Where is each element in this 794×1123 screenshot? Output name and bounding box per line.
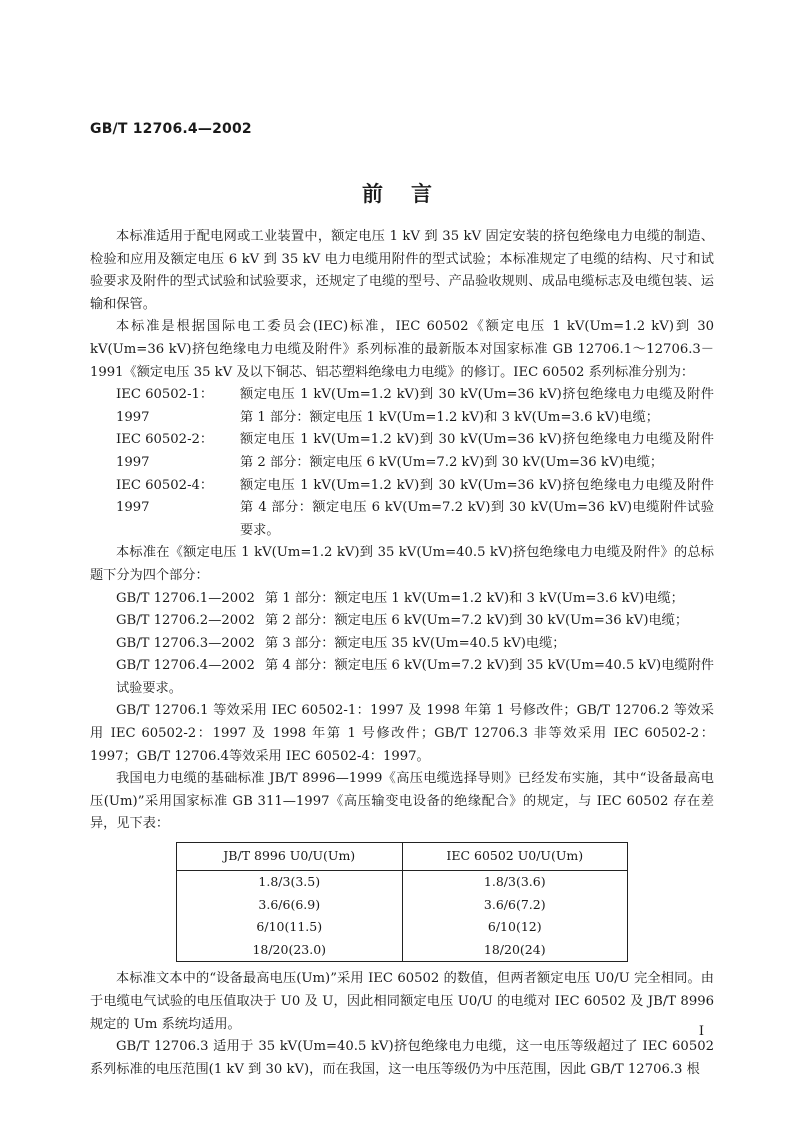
paragraph-scope: 本标准适用于配电网或工业装置中，额定电压 1 kV 到 35 kV 固定安装的挤包绝缘电力电缆的制造、检验和应用及额定电压 6 kV 到 35 kV 电力电缆用附件的型式试验；本标准规定了电缆的结构、尺寸和试验要求及附件的型式试验和试验要求，还规定了电缆的型号、产品验收规则、成品电缆标志及电缆包装、运输和保管。 [90,229,714,312]
gb-desc: 第 1 部分：额定电压 1 kV(Um=1.2 kV)和 3 kV(Um=3.6 kV)电缆； [264,590,684,606]
table-row [177,894,628,917]
document-body [90,226,728,1081]
gb-code: GB/T 12706.3—2002 [116,635,255,651]
iec-code: IEC 60502-2：1997 [116,432,214,470]
table-header-jbt: JB/T 8996 U0/U(Um) [177,843,403,871]
iec-list-item [90,384,728,429]
gb-part-line [90,610,714,633]
gb-code: GB/T 12706.1—2002 [116,590,255,606]
table-cell: 3.6/6(6.9) [177,894,403,917]
table-cell: 1.8/3(3.5) [177,871,403,894]
gb-code: GB/T 12706.2—2002 [116,613,255,629]
gb-desc: 第 2 部分：额定电压 6 kV(Um=7.2 kV)到 30 kV(Um=36 kV)电缆； [264,613,689,629]
paragraph-voltage-difference: 我国电力电缆的基础标准 JB/T 8996—1999《高压电缆选择导则》已经发布实施，其中“设备最高电压(Um)”采用国家标准 GB 311—1997《高压输变电设备的绝缘配合》的规定，与 IEC 60502 存在差异，见下表： [90,771,714,832]
table-header-row [177,843,628,871]
iec-desc: 额定电压 1 kV(Um=1.2 kV)到 30 kV(Um=36 kV)挤包绝缘电力电缆及附件 第 4 部分：额定电压 6 kV(Um=7.2 kV)到 30 kV(Um=36 kV)电缆附件试验要求。 [240,477,728,538]
gb-code: GB/T 12706.4—2002 [116,658,255,674]
paragraph-um-values: 本标准文本中的“设备最高电压(Um)”采用 IEC 60502 的数值，但两者额定电压 U0/U 完全相同。由于电缆电气试验的电压值取决于 U0 及 U，因此相同额定电压 U0/U 的电缆对 IEC 60502 及 JB/T 8996 规定的 Um 系统均适用。 [90,971,714,1032]
iec-code: IEC 60502-4：1997 [116,477,214,516]
gb-part-line [90,633,714,656]
paragraph-parts-intro: 本标准在《额定电压 1 kV(Um=1.2 kV)到 35 kV(Um=40.5 kV)挤包绝缘电力电缆及附件》的总标题下分为四个部分： [90,545,714,583]
page-title: 前言 [362,181,460,206]
gb-desc: 第 3 部分：额定电压 35 kV(Um=40.5 kV)电缆； [264,635,566,651]
voltage-comparison-table [176,842,628,962]
standard-code: GB/T 12706.4—2002 [90,121,252,137]
iec-code: IEC 60502-1：1997 [116,387,214,425]
iec-list-item [90,429,728,474]
table-cell: 3.6/6(7.2) [402,894,628,917]
paragraph-35kv-scope: GB/T 12706.3 适用于 35 kV(Um=40.5 kV)挤包绝缘电力电缆，这一电压等级超过了 IEC 60502 系列标准的电压范围(1 kV 到 30 kV)，而在我国，这一电压等级仍为中压范围，因此 GB/T 12706.3 根 [90,1039,714,1077]
iec-list-item [90,475,728,543]
iec-desc: 额定电压 1 kV(Um=1.2 kV)到 30 kV(Um=36 kV)挤包绝缘电力电缆及附件 第 2 部分：额定电压 6 kV(Um=7.2 kV)到 30 kV(Um=36 kV)电缆； [240,432,728,470]
table-row [177,939,628,962]
gb-desc: 第 4 部分：额定电压 6 kV(Um=7.2 kV)到 35 kV(Um=40.5 kV)电缆附件试验要求。 [116,658,714,696]
table-header-iec: IEC 60502 U0/U(Um) [402,843,628,871]
table-cell: 1.8/3(3.6) [402,871,628,894]
table-cell: 18/20(23.0) [177,939,403,962]
table-row [177,916,628,939]
table-cell: 6/10(12) [402,916,628,939]
paragraph-basis: 本标准是根据国际电工委员会(IEC)标准，IEC 60502《额定电压 1 kV(Um=1.2 kV)到 30 kV(Um=36 kV)挤包绝缘电力电缆及附件》系列标准的最新版本对国家标准 GB 12706.1～12706.3－1991《额定电压 35 kV 及以下铜芯、铝芯塑料绝缘电力电缆》的修订。IEC 60502 系列标准分别为： [90,319,714,380]
paragraph-equivalence: GB/T 12706.1 等效采用 IEC 60502-1：1997 及 1998 年第 1 号修改件；GB/T 12706.2 等效采用 IEC 60502-2：1997 及 1998 年第 1 号修改件；GB/T 12706.3 非等效采用 IEC 60502-2：1997；GB/T 12706.4等效采用 IEC 60502-4：1997。 [90,703,714,764]
table-cell: 18/20(24) [402,939,628,962]
table-cell: 6/10(11.5) [177,916,403,939]
gb-part-line [90,655,714,700]
page-number: I [698,1024,704,1039]
iec-desc: 额定电压 1 kV(Um=1.2 kV)到 30 kV(Um=36 kV)挤包绝缘电力电缆及附件 第 1 部分：额定电压 1 kV(Um=1.2 kV)和 3 kV(Um=3.6 kV)电缆； [240,387,728,425]
gb-part-line [90,588,714,611]
table-row [177,871,628,894]
